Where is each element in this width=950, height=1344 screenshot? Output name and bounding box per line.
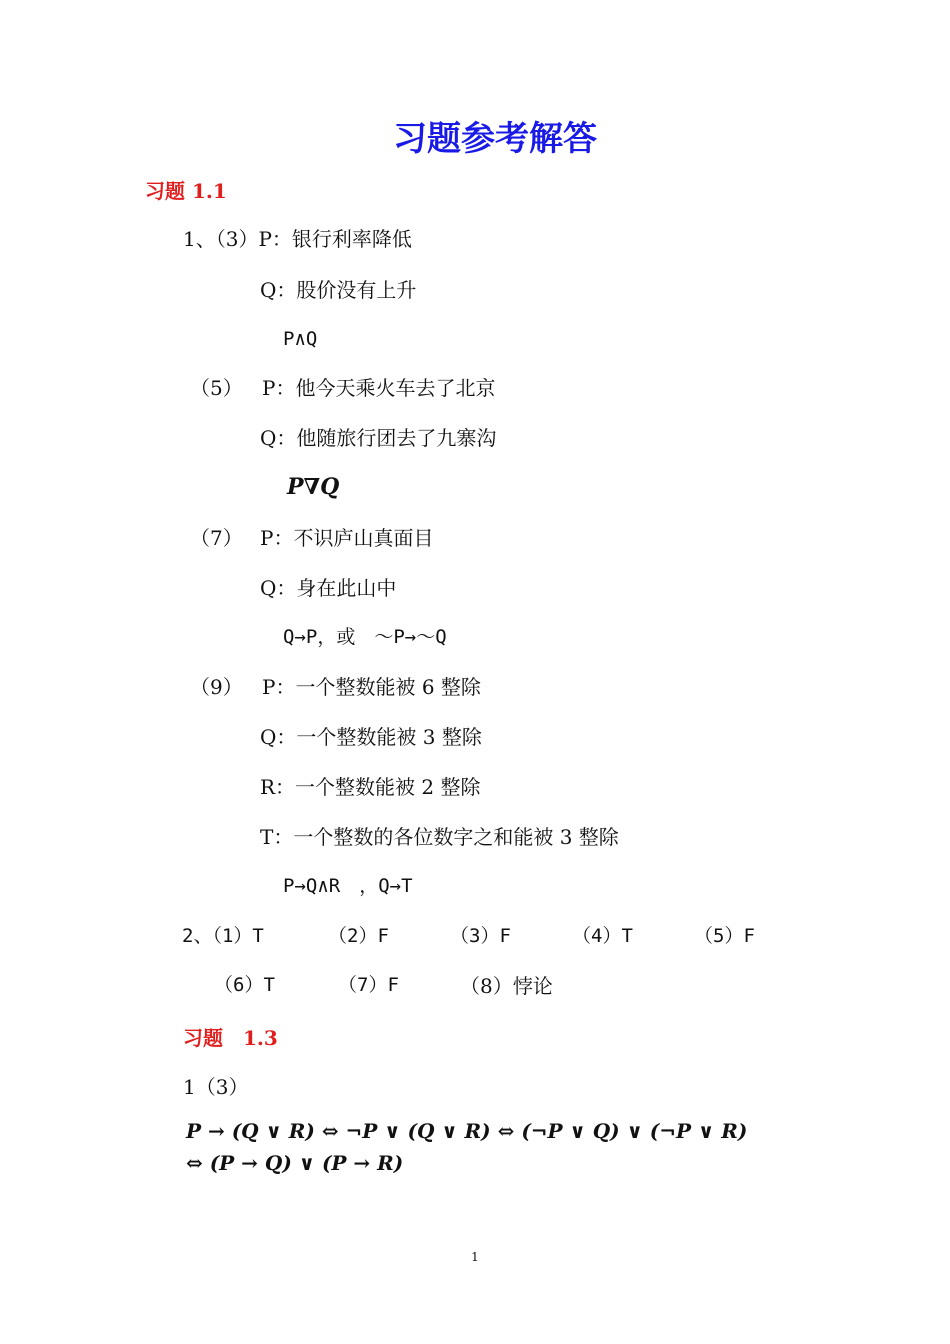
ex1-3-p: 1、（3）P：银行利率降低 [183,227,412,251]
ex13-formula-line-1: P → (Q ∨ R) ⇔ ¬P ∨ (Q ∨ R) ⇔ (¬P ∨ Q) ∨ (¬P ∨ R) [186,1119,748,1143]
ex1-9-q: Q：一个整数能被 3 整除 [260,725,482,749]
section-heading-1-1: 习题 1.1 [145,179,227,203]
section-heading-1-3: 习题 1.3 [183,1026,278,1050]
ex1-9-p: P：一个整数能被 6 整除 [262,675,481,699]
ex1-7-p: P：不识庐山真面目 [260,526,434,550]
ex1-9-formula: P→Q∧R ，Q→T [283,875,413,897]
page-number: 1 [471,1250,479,1264]
page-title: 习题参考解答 [393,119,597,159]
ex13-label: 1（3） [183,1075,249,1099]
ex1-5-p: P：他今天乘火车去了北京 [262,376,496,400]
ex1-7-label: （7） [190,526,243,550]
ex2-answer-5: （5）F [694,925,755,947]
ex1-9-t: T：一个整数的各位数字之和能被 3 整除 [260,825,619,849]
ex2-answer-4: （4）T [572,925,633,947]
ex1-7-formula: Q→P，或 ～P→～Q [283,626,447,648]
ex1-5-formula: P∇Q [287,474,340,500]
ex1-5-label: （5） [190,376,243,400]
ex2-answer-3: （3）F [450,925,511,947]
ex2-answer-1: 2、（1）T [182,925,264,947]
ex1-5-q: Q：他随旅行团去了九寨沟 [260,426,497,450]
ex2-answer-7: （7）F [338,974,399,996]
ex1-9-r: R：一个整数能被 2 整除 [260,775,481,799]
ex1-9-label: （9） [190,675,243,699]
ex2-answer-8: （8）悖论 [460,974,553,998]
ex2-answer-6: （6）T [214,974,275,996]
ex1-3-q: Q：股价没有上升 [260,278,417,302]
ex13-formula-line-2: ⇔ (P → Q) ∨ (P → R) [186,1151,404,1175]
ex2-answer-2: （2）F [328,925,389,947]
ex1-7-q: Q：身在此山中 [260,576,397,600]
ex1-3-formula: P∧Q [283,328,318,350]
